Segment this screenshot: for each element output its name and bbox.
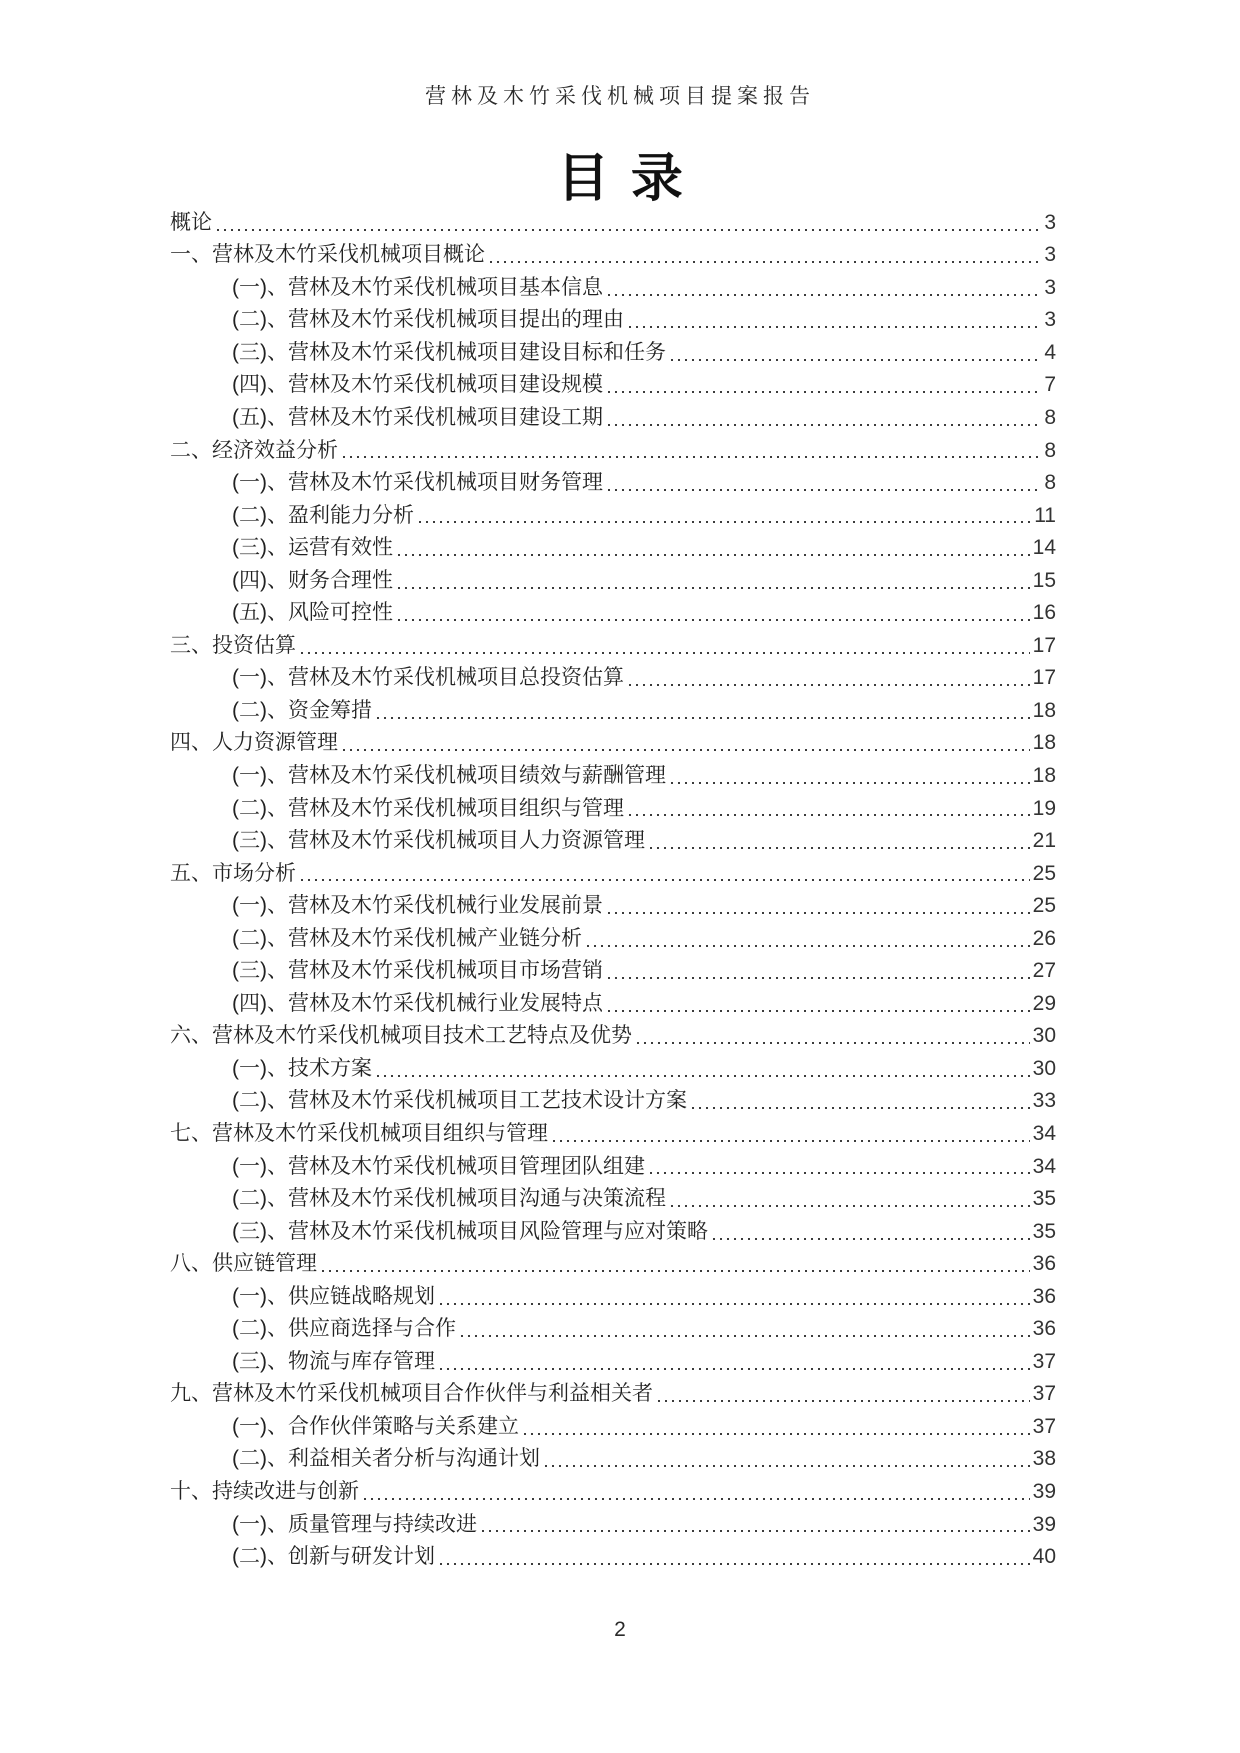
toc-entry-label: (二)、营林及木竹采伐机械产业链分析 [232,926,582,950]
toc-entry-label: 八、供应链管理 [170,1252,317,1276]
toc-entry[interactable] [170,627,1056,660]
toc-entry-label: 五、市场分析 [170,861,296,885]
toc-entry-page: 25 [1032,894,1056,918]
toc-entry-page: 36 [1032,1317,1056,1341]
dot-leader [398,619,1030,621]
toc-entry[interactable] [170,334,1056,367]
toc-entry-label: (三)、营林及木竹采伐机械项目建设目标和任务 [232,340,666,364]
toc-entry-label: (一)、营林及木竹采伐机械项目绩效与薪酬管理 [232,763,666,787]
page-number: 2 [614,1618,626,1641]
toc-entry[interactable] [170,1376,1056,1409]
toc-entry-page: 17 [1032,633,1056,657]
toc-entry-label: (一)、供应链战略规划 [232,1284,435,1308]
toc-entry-page: 30 [1032,1024,1056,1048]
toc-entry-page: 29 [1032,991,1056,1015]
toc-entry[interactable] [170,855,1056,888]
toc-entry[interactable] [170,1441,1056,1474]
toc-entry-page: 27 [1032,959,1056,983]
dot-leader [608,391,1041,393]
toc-entry-page: 35 [1032,1187,1056,1211]
dot-leader [364,1498,1030,1500]
dot-leader [650,1172,1030,1174]
dot-leader [629,684,1030,686]
dot-leader [398,587,1030,589]
toc-entry[interactable] [170,269,1056,302]
toc-entry-page: 8 [1044,471,1056,495]
dot-leader [608,489,1041,491]
toc-entry[interactable] [170,1050,1056,1083]
toc-entry-page: 26 [1032,926,1056,950]
toc-entry[interactable] [170,790,1056,823]
dot-leader [650,847,1030,849]
dot-leader [713,1238,1030,1240]
toc-entry-label: (一)、营林及木竹采伐机械项目管理团队组建 [232,1154,645,1178]
toc-entry-label: (二)、营林及木竹采伐机械项目提出的理由 [232,308,624,332]
dot-leader [322,1270,1030,1272]
toc-entry-label: 概论 [170,210,212,234]
toc-entry-label: (五)、风险可控性 [232,601,393,625]
toc-entry-label: 一、营林及木竹采伐机械项目概论 [170,243,485,267]
dot-leader [671,1205,1030,1207]
toc-entry-label: (二)、营林及木竹采伐机械项目工艺技术设计方案 [232,1089,687,1113]
toc-entry-page: 8 [1044,438,1056,462]
toc-entry[interactable] [170,464,1056,497]
dot-leader [671,359,1041,361]
toc-entry-page: 14 [1032,536,1056,560]
toc-entry[interactable] [170,1278,1056,1311]
toc-entry-label: (二)、供应商选择与合作 [232,1317,456,1341]
toc-entry[interactable] [170,204,1056,237]
toc-entry-label: (一)、质量管理与持续改进 [232,1512,477,1536]
toc-entry-page: 17 [1032,666,1056,690]
toc-entry-label: (三)、营林及木竹采伐机械项目市场营销 [232,959,603,983]
toc-entry-label: (二)、资金筹措 [232,698,372,722]
toc-entry-page: 3 [1044,243,1056,267]
toc-entry-label: 四、人力资源管理 [170,731,338,755]
toc-entry-page: 16 [1032,601,1056,625]
toc-entry[interactable] [170,1213,1056,1246]
toc-entry-label: (三)、运营有效性 [232,536,393,560]
toc-entry-label: (二)、营林及木竹采伐机械项目组织与管理 [232,796,624,820]
dot-leader [301,879,1030,881]
dot-leader [658,1400,1030,1402]
toc-entry-label: (一)、营林及木竹采伐机械项目财务管理 [232,471,603,495]
toc-entry-page: 18 [1032,731,1056,755]
dot-leader [440,1368,1030,1370]
toc-entry-page: 34 [1032,1154,1056,1178]
toc-entry-page: 34 [1032,1121,1056,1145]
toc-entry[interactable] [170,757,1056,790]
toc-entry-label: (一)、技术方案 [232,1056,372,1080]
toc-entry[interactable] [170,497,1056,530]
toc-entry-label: (三)、营林及木竹采伐机械项目人力资源管理 [232,829,645,853]
toc-entry[interactable] [170,725,1056,758]
toc-entry[interactable] [170,660,1056,693]
toc-entry-page: 15 [1032,568,1056,592]
toc-entry-label: (二)、盈利能力分析 [232,503,414,527]
dot-leader [608,977,1030,979]
toc-entry-page: 30 [1032,1056,1056,1080]
toc-entry-label: (一)、合作伙伴策略与关系建立 [232,1414,519,1438]
toc-entry-page: 7 [1044,373,1056,397]
toc-entry-label: (五)、营林及木竹采伐机械项目建设工期 [232,405,603,429]
toc-entry-label: 三、投资估算 [170,633,296,657]
toc-entry[interactable] [170,920,1056,953]
toc-entry-page: 38 [1032,1447,1056,1471]
toc-entry[interactable] [170,529,1056,562]
toc-entry-page: 33 [1032,1089,1056,1113]
toc-entry-label: 六、营林及木竹采伐机械项目技术工艺特点及优势 [170,1024,632,1048]
toc-entry-label: (一)、营林及木竹采伐机械行业发展前景 [232,894,603,918]
toc-entry-page: 35 [1032,1219,1056,1243]
toc-entry-label: (二)、创新与研发计划 [232,1545,435,1569]
toc-entry-label: 十、持续改进与创新 [170,1480,359,1503]
toc-entry-label: 七、营林及木竹采伐机械项目组织与管理 [170,1121,548,1145]
dot-leader [377,717,1030,719]
toc-entry-page: 4 [1044,340,1056,364]
toc-entry[interactable] [170,1180,1056,1213]
toc-entry[interactable] [170,595,1056,628]
toc-entry-page: 19 [1032,796,1056,820]
toc-entry[interactable] [170,399,1056,432]
dot-leader [587,945,1030,947]
toc-entry[interactable] [170,1311,1056,1344]
toc-entry[interactable] [170,1083,1056,1116]
toc-entry[interactable] [170,1018,1056,1051]
dot-leader [440,1303,1030,1305]
dot-leader [343,749,1030,751]
toc-entry-label: 九、营林及木竹采伐机械项目合作伙伴与利益相关者 [170,1382,653,1406]
toc-entry-page: 25 [1032,861,1056,885]
toc-entry-label: 二、经济效益分析 [170,438,338,462]
toc-entry[interactable] [170,887,1056,920]
toc-entry-label: (三)、营林及木竹采伐机械项目风险管理与应对策略 [232,1219,708,1243]
toc-entry-page: 3 [1044,275,1056,299]
dot-leader [629,326,1041,328]
toc-entry[interactable] [170,953,1056,986]
dot-leader [301,652,1030,654]
toc-entry[interactable] [170,1246,1056,1279]
toc-entry-page: 36 [1032,1284,1056,1308]
toc-entry-label: (二)、营林及木竹采伐机械项目沟通与决策流程 [232,1187,666,1211]
toc-entry-page: 21 [1032,829,1056,853]
dot-leader [637,1042,1030,1044]
toc-entry-page: 37 [1032,1382,1056,1406]
toc-entry-page: 18 [1032,763,1056,787]
dot-leader [377,1075,1030,1077]
toc-entry[interactable] [170,562,1056,595]
toc-entry[interactable] [170,1538,1056,1571]
toc-entry-page: 8 [1044,405,1056,429]
dot-leader [608,912,1030,914]
toc-entry[interactable] [170,367,1056,400]
dot-leader [608,424,1041,426]
dot-leader [440,1563,1030,1565]
dot-leader [461,1335,1030,1337]
toc-entry[interactable] [170,432,1056,465]
dot-leader [629,814,1030,816]
toc-entry[interactable] [170,692,1056,725]
toc-entry[interactable] [170,822,1056,855]
toc-entry-label: (三)、物流与库存管理 [232,1349,435,1373]
dot-leader [398,554,1030,556]
toc-list [170,204,1056,1571]
toc-entry[interactable] [170,302,1056,335]
toc-entry[interactable] [170,1408,1056,1441]
toc-entry-label: (四)、营林及木竹采伐机械行业发展特点 [232,991,603,1015]
dot-leader [553,1140,1030,1142]
dot-leader [524,1433,1030,1435]
toc-entry-page: 39 [1032,1480,1056,1503]
toc-entry-page: 37 [1032,1349,1056,1373]
toc-entry-page: 39 [1032,1512,1056,1536]
dot-leader [608,1010,1030,1012]
dot-leader [343,456,1041,458]
dot-leader [482,1530,1030,1532]
toc-entry[interactable] [170,237,1056,270]
toc-entry-label: (四)、营林及木竹采伐机械项目建设规模 [232,373,603,397]
toc-entry-label: (一)、营林及木竹采伐机械项目基本信息 [232,275,603,299]
toc-entry-page: 18 [1032,698,1056,722]
toc-entry-page: 3 [1044,308,1056,332]
toc-entry-label: (二)、利益相关者分析与沟通计划 [232,1447,540,1471]
toc-entry[interactable] [170,1506,1056,1539]
toc-entry[interactable] [170,985,1056,1018]
dot-leader [692,1107,1030,1109]
toc-entry-label: (四)、财务合理性 [232,568,393,592]
toc-entry-page: 40 [1032,1545,1056,1569]
toc-entry[interactable] [170,1148,1056,1181]
toc-entry-page: 36 [1032,1252,1056,1276]
toc-title: 目录 [557,151,705,208]
toc-entry[interactable] [170,1115,1056,1148]
dot-leader [671,782,1030,784]
toc-entry-page: 3 [1044,210,1056,234]
toc-entry[interactable] [170,1343,1056,1376]
toc-entry[interactable] [170,1473,1056,1506]
toc-entry-page: 11 [1034,503,1056,527]
dot-leader [545,1465,1030,1467]
toc-entry-label: (一)、营林及木竹采伐机械项目总投资估算 [232,666,624,690]
toc-entry-page: 37 [1032,1414,1056,1438]
dot-leader [419,521,1031,523]
dot-leader [217,229,1041,231]
dot-leader [490,261,1041,263]
document-header-title: 营林及木竹采伐机械项目提案报告 [425,84,815,108]
dot-leader [608,294,1041,296]
